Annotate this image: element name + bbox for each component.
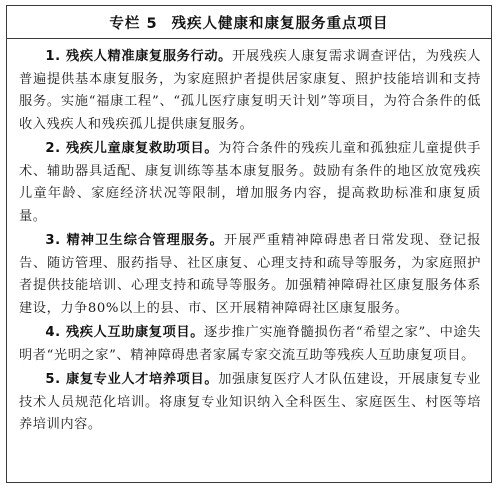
project-item-2-title: 2. 残疾儿童康复救助项目。: [45, 141, 219, 156]
project-item-1: [19, 46, 481, 136]
project-item-1-title: 1. 残疾人精准康复服务行动。: [45, 49, 233, 64]
project-item-3-title: 3. 精神卫生综合管理服务。: [45, 233, 224, 248]
project-item-1-text: 开展残疾人康复需求调查评估，为残疾人普遍提供基本康复服务，为家庭照护者提供居家康复、照护技能培训和支持服务。实施“福康工程”、“孤儿医疗康复明天计划”等项目，为符合条件的低收入残疾人和残疾孤儿提供康复服务。: [19, 49, 481, 132]
box-header: [7, 6, 491, 38]
feature-box: [6, 5, 492, 483]
project-item-4: [19, 322, 481, 367]
project-item-4-text: 逐步推广实施脊髓损伤者“希望之家”、中途失明者“光明之家”、精神障碍患者家属专家交流互助等残疾人互助康复项目。: [19, 325, 481, 363]
box-title: 残疾人健康和康复服务重点项目: [171, 15, 389, 32]
box-content: [19, 46, 481, 439]
project-item-4-title: 4. 残疾人互助康复项目。: [45, 325, 205, 340]
project-item-3-text: 开展严重精神障碍患者日常发现、登记报告、随访管理、服药指导、社区康复、心理支持和疏导等服务，为家庭照护者提供技能培训、心理支持和疏导等服务。加强精神障碍社区康复服务体系建设，力争80%以上的县、市、区开展精神障碍社区康复服务。: [19, 233, 481, 316]
project-item-3: [19, 230, 481, 320]
project-item-5: [19, 369, 481, 437]
project-item-5-title: 5. 康复专业人才培养项目。: [45, 372, 219, 387]
project-item-5-text: 加强康复医疗人才队伍建设，开展康复专业技术人员规范化培训。将康复专业知识纳入全科医生、家庭医生、村医等培养培训内容。: [19, 372, 481, 432]
header-divider: [7, 38, 491, 39]
column-number: 专栏 5: [109, 15, 158, 32]
project-item-2: [19, 138, 481, 228]
project-item-2-text: 为符合条件的残疾儿童和孤独症儿童提供手术、辅助器具适配、康复训练等基本康复服务。鼓励有条件的地区放宽残疾儿童年龄、家庭经济状况等限制，增加服务内容，提高救助标准和康复质量。: [19, 141, 481, 224]
